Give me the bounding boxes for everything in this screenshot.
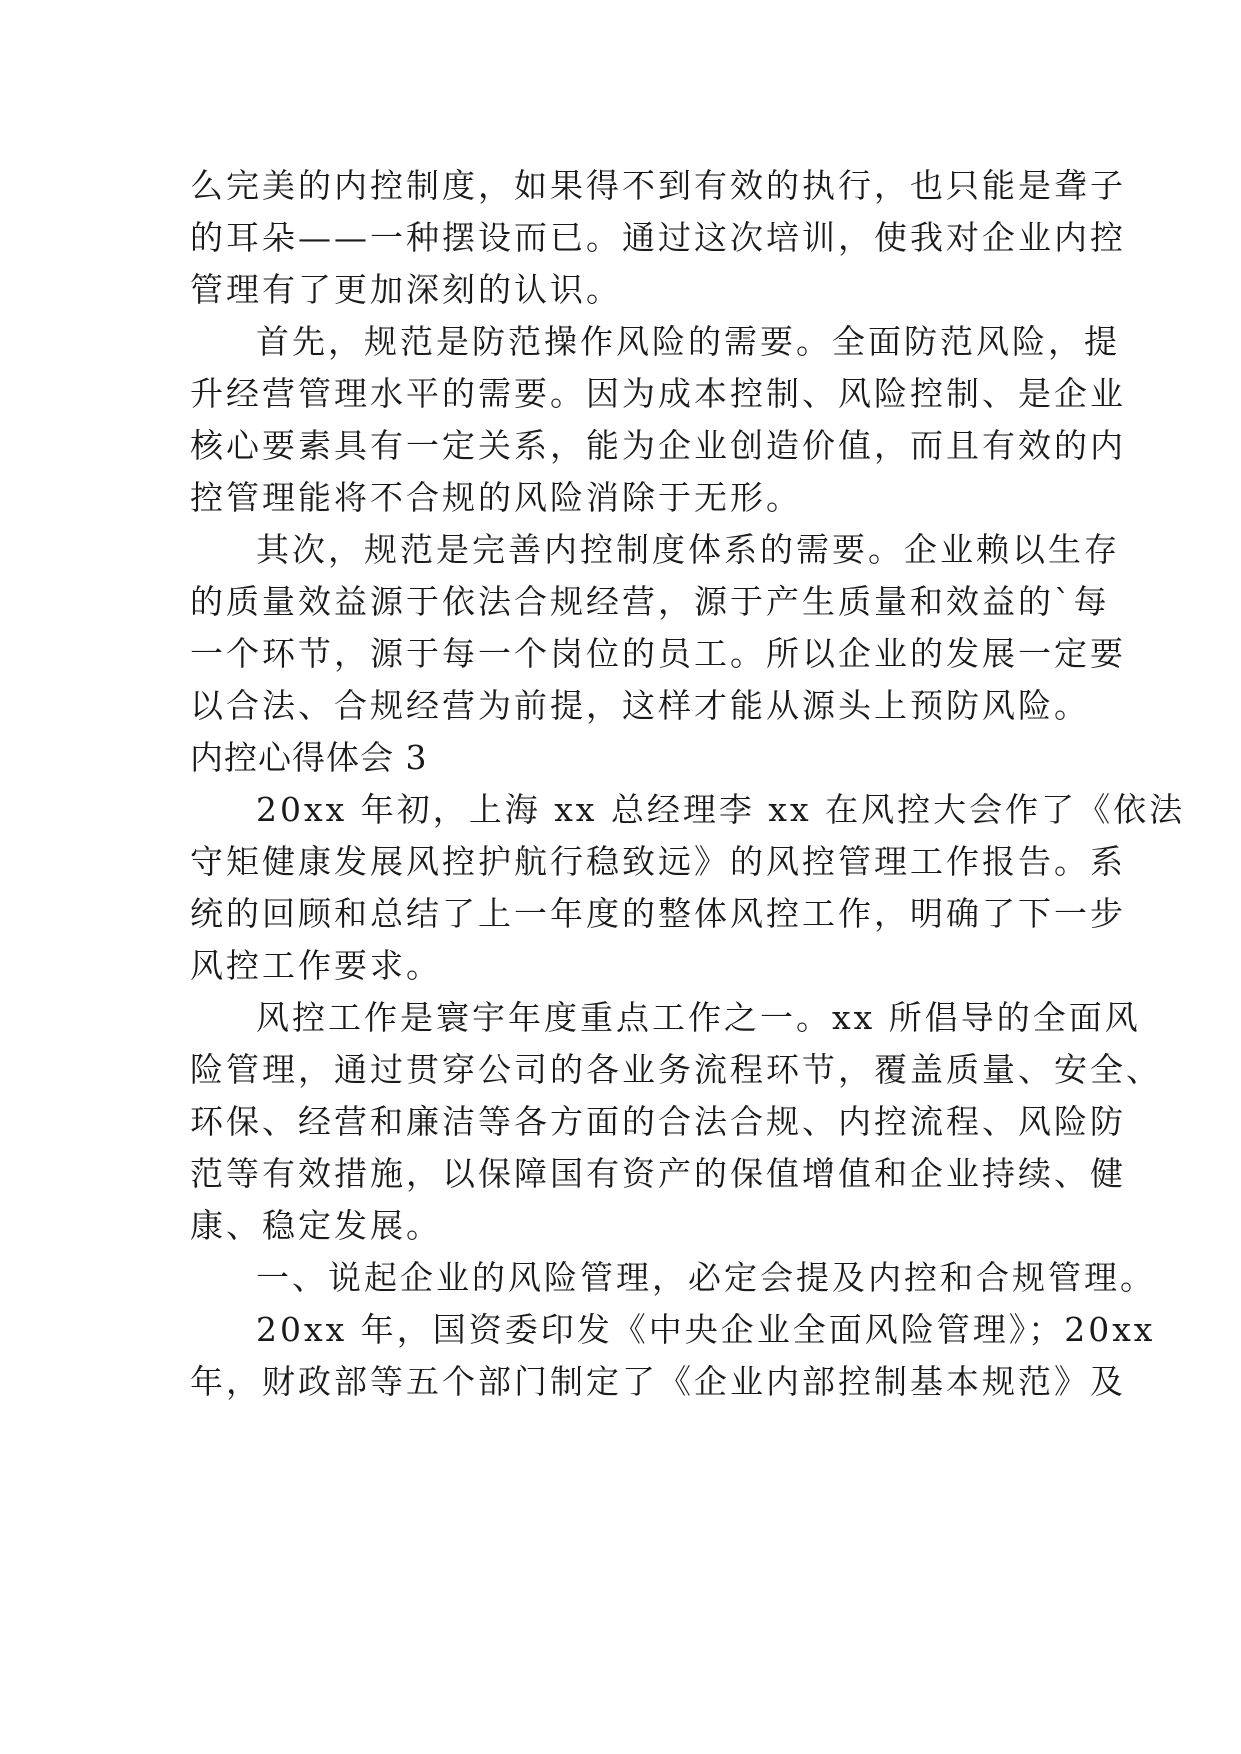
text-line: 风控工作要求。 [190, 946, 442, 985]
text-line: 年，财政部等五个部门制定了《企业内部控制基本规范》及 [190, 1362, 1126, 1401]
paragraph-first-line: 一、说起企业的风险管理，必定会提及内控和合规管理。 [256, 1258, 1156, 1297]
paragraph-first-line: 20xx 年初，上海 xx 总经理李 xx 在风控大会作了《依法 [256, 790, 1186, 829]
text-line: 守矩健康发展风控护航行稳致远》的风控管理工作报告。系 [190, 842, 1126, 881]
text-line: 以合法、合规经营为前提，这样才能从源头上预防风险。 [190, 686, 1090, 725]
text-line: 的耳朵——一种摆设而已。通过这次培训，使我对企业内控 [190, 218, 1126, 257]
text-line: 环保、经营和廉洁等各方面的合法合规、内控流程、风险防 [190, 1102, 1126, 1141]
text-line: 康、稳定发展。 [190, 1206, 442, 1245]
paragraph-first-line: 20xx 年，国资委印发《中央企业全面风险管理》；20xx [256, 1310, 1156, 1349]
text-line: 控管理能将不合规的风险消除于无形。 [190, 478, 802, 517]
text-line: 统的回顾和总结了上一年度的整体风控工作，明确了下一步 [190, 894, 1126, 933]
text-line: 的质量效益源于依法合规经营，源于产生质量和效益的`每 [190, 582, 1110, 621]
document-body [190, 160, 1186, 1408]
paragraph-first-line: 风控工作是寰宇年度重点工作之一。xx 所倡导的全面风 [256, 998, 1141, 1037]
text-line: 一个环节，源于每一个岗位的员工。所以企业的发展一定要 [190, 634, 1126, 673]
text-line: 范等有效措施，以保障国有资产的保值增值和企业持续、健 [190, 1154, 1126, 1193]
text-line: 核心要素具有一定关系，能为企业创造价值，而且有效的内 [190, 426, 1126, 465]
text-line: 么完美的内控制度，如果得不到有效的执行，也只能是聋子 [190, 166, 1126, 205]
text-line: 升经营管理水平的需要。因为成本控制、风险控制、是企业 [190, 374, 1126, 413]
section-heading: 内控心得体会 3 [190, 738, 428, 777]
text-line: 管理有了更加深刻的认识。 [190, 270, 622, 309]
paragraph-first-line: 首先，规范是防范操作风险的需要。全面防范风险，提 [256, 322, 1120, 361]
paragraph-first-line: 其次，规范是完善内控制度体系的需要。企业赖以生存 [256, 530, 1120, 569]
text-line: 险管理，通过贯穿公司的各业务流程环节，覆盖质量、安全、 [190, 1050, 1162, 1089]
